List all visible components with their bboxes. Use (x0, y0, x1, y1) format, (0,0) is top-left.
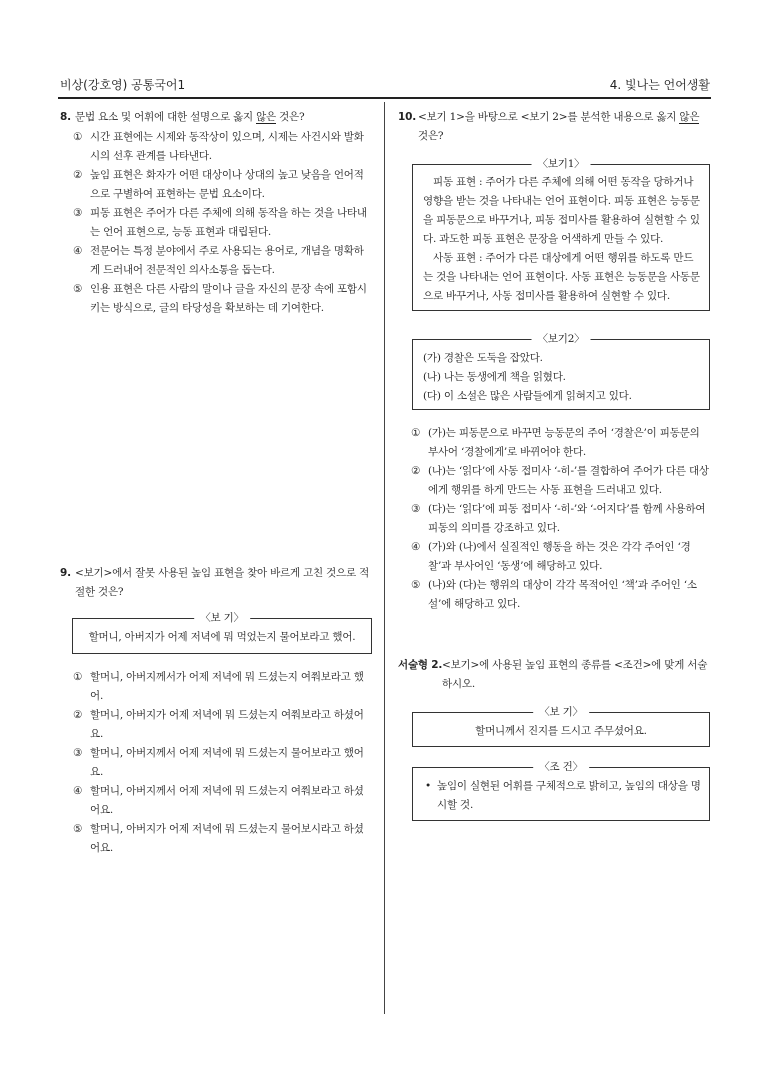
example-box-1-passive-paragraph: 피동 표현 : 주어가 다른 주체에 의해 어떤 동작을 당하거나 영향을 받는 것을 나타내는 언어 표현이다. 피동 표현은 능동문을 피동문으로 바꾸거나, 피동 접미사를 활용하여 실현할 수 있다. 과도한 피동 표현은 문장을 어색하게 만들 수 있다. (423, 176, 700, 245)
right-column-lower (398, 656, 710, 821)
question-10-emphasis: 않은 (679, 111, 700, 123)
option-mark: ② (73, 169, 83, 181)
option-text: 할머니, 아버지께서 어제 저녁에 뭐 드셨는지 물어보라고 했어요. (90, 747, 364, 778)
essay-2-number: 서술형 2. (398, 659, 443, 671)
question-8-number: 8. (60, 111, 71, 123)
option-mark: ① (411, 427, 421, 439)
question-8-option[interactable] (60, 204, 372, 242)
left-column (60, 108, 372, 318)
question-10-option[interactable] (398, 538, 710, 576)
question-10-stem (398, 108, 710, 146)
option-mark: ⑤ (73, 283, 83, 295)
option-mark: ③ (73, 207, 83, 219)
question-9-number: 9. (60, 567, 71, 579)
option-text: 피동 표현은 주어가 다른 주체에 의해 동작을 하는 것을 나타내는 언어 표현으로, 능동 표현과 대립된다. (90, 207, 367, 238)
question-10-option[interactable] (398, 462, 710, 500)
option-text: 전문어는 특정 분야에서 주로 사용되는 용어로, 개념을 명확하게 드러내어 전문적인 의사소통을 돕는다. (90, 245, 364, 276)
option-mark: ② (73, 709, 83, 721)
essay-2-stem (398, 656, 710, 694)
option-text: 인용 표현은 다른 사람의 말이나 글을 자신의 문장 속에 포함시키는 방식으로, 글의 타당성을 확보하는 데 기여한다. (90, 283, 367, 314)
question-9-stem (60, 564, 372, 602)
option-mark: ④ (73, 785, 83, 797)
question-8-stem (60, 108, 372, 127)
unit-title: 4. 빛나는 언어생활 (609, 78, 710, 92)
textbook-title: 비상(강호영) 공통국어1 (60, 78, 186, 92)
option-mark: ④ (411, 541, 421, 553)
question-8-option[interactable] (60, 128, 372, 166)
question-8-emphasis: 않은 (256, 111, 276, 123)
example-box-1 (412, 158, 710, 311)
essay-example-box-title: 〈보 기〉 (533, 703, 589, 721)
option-text: 시간 표현에는 시제와 동작상이 있으며, 시제는 사건시와 발화시의 선후 관계를 나타낸다. (90, 131, 364, 162)
bullet: • (425, 780, 431, 792)
option-text: 할머니, 아버지가 어제 저녁에 뭐 드셨는지 물어보시라고 하셨어요. (90, 823, 364, 854)
question-8-option[interactable] (60, 242, 372, 280)
option-text: 할머니, 아버지께서 어제 저녁에 뭐 드셨는지 여쭤보라고 하셨어요. (90, 785, 364, 816)
option-text: 높임 표현은 화자가 어떤 대상이나 상대의 높고 낮음을 언어적으로 구별하여 표현하는 문법 요소이다. (90, 169, 364, 200)
option-text: 할머니, 아버지께서가 어제 저녁에 뭐 드셨는지 여쭤보라고 했어. (90, 671, 364, 702)
question-8-stem-text: 문법 요소 및 어휘에 대한 설명으로 옳지 (75, 111, 257, 123)
essay-2-example-box (412, 706, 710, 747)
question-9-option[interactable] (60, 744, 372, 782)
question-9-option[interactable] (60, 820, 372, 858)
page-header (60, 76, 710, 96)
example-box-2-title: 〈보기2〉 (532, 330, 591, 348)
question-9-stem-text: <보기>에서 잘못 사용된 높임 표현을 찾아 바르게 고친 것으로 적절한 것은? (75, 567, 370, 598)
example-box-title: 〈보 기〉 (194, 609, 250, 627)
question-8-stem-end: 것은? (275, 111, 305, 123)
question-9-option[interactable] (60, 706, 372, 744)
option-text: (가)는 피동문으로 바꾸면 능동문의 주어 ‘경찰은’이 피동문의 부사어 ‘경찰에게’로 바뀌어야 한다. (428, 427, 700, 458)
example-box-1-title: 〈보기1〉 (532, 155, 591, 173)
example-box-1-causative-paragraph: 사동 표현 : 주어가 다른 대상에게 어떤 행위를 하도록 만드는 것을 나타내는 언어 표현이다. 사동 표현은 능동문을 사동문으로 바꾸거나, 사동 접미사를 활용하여 실현할 수 있다. (423, 252, 700, 302)
question-8-option[interactable] (60, 280, 372, 318)
example-sentence: (가) 경찰은 도둑을 잡았다. (423, 352, 543, 364)
condition-text: 높임이 실현된 어휘를 구체적으로 밝히고, 높임의 대상을 명시할 것. (437, 780, 701, 811)
option-mark: ③ (73, 747, 83, 759)
option-mark: ① (73, 131, 83, 143)
question-10-option[interactable] (398, 576, 710, 614)
essay-example-box-text: 할머니께서 진지를 드시고 주무셨어요. (475, 725, 647, 737)
example-box-2 (412, 333, 710, 410)
question-10-stem-end: 것은? (418, 130, 444, 142)
option-text: (나)는 ‘읽다’에 사동 접미사 ‘-히-’를 결합하여 주어가 다른 대상에게 행위를 하게 만드는 사동 표현을 드러내고 있다. (428, 465, 709, 496)
option-mark: ⑤ (411, 579, 421, 591)
option-mark: ④ (73, 245, 83, 257)
question-10-stem-text: <보기 1>을 바탕으로 <보기 2>를 분석한 내용으로 옳지 (418, 111, 680, 123)
option-mark: ② (411, 465, 421, 477)
essay-2-condition-box (412, 761, 710, 821)
example-box-text: 할머니, 아버지가 어제 저녁에 뭐 먹었는지 물어보라고 했어. (88, 631, 356, 643)
option-text: (다)는 ‘읽다’에 피동 접미사 ‘-히-’와 ‘-어지다’를 함께 사용하여 피동의 의미를 강조하고 있다. (428, 503, 706, 534)
question-9-example-box (72, 612, 372, 654)
question-10-option[interactable] (398, 500, 710, 538)
option-text: (가)와 (나)에서 실질적인 행동을 하는 것은 각각 주어인 ‘경찰’과 부사어인 ‘동생’에 해당하고 있다. (428, 541, 691, 572)
example-sentence: (다) 이 소설은 많은 사람들에게 읽혀지고 있다. (423, 390, 632, 402)
essay-2-stem-text: <보기>에 사용된 높임 표현의 종류를 <조건>에 맞게 서술하시오. (442, 659, 708, 690)
question-9-option[interactable] (60, 668, 372, 706)
condition-box-title: 〈조 건〉 (533, 758, 589, 776)
question-10-number: 10. (398, 111, 417, 123)
right-column (398, 108, 710, 614)
question-10-option[interactable] (398, 424, 710, 462)
left-column-lower (60, 564, 372, 858)
question-9-option[interactable] (60, 782, 372, 820)
header-rule (58, 97, 711, 99)
question-8-option[interactable] (60, 166, 372, 204)
option-text: 할머니, 아버지가 어제 저녁에 뭐 드셨는지 여쭤보라고 하셨어요. (90, 709, 364, 740)
option-mark: ③ (411, 503, 421, 515)
example-sentence: (나) 나는 동생에게 책을 읽혔다. (423, 371, 566, 383)
option-mark: ⑤ (73, 823, 83, 835)
column-divider (384, 102, 385, 1014)
option-mark: ① (73, 671, 83, 683)
option-text: (나)와 (다)는 행위의 대상이 각각 목적어인 ‘책’과 주어인 ‘소설’에 해당하고 있다. (428, 579, 697, 610)
